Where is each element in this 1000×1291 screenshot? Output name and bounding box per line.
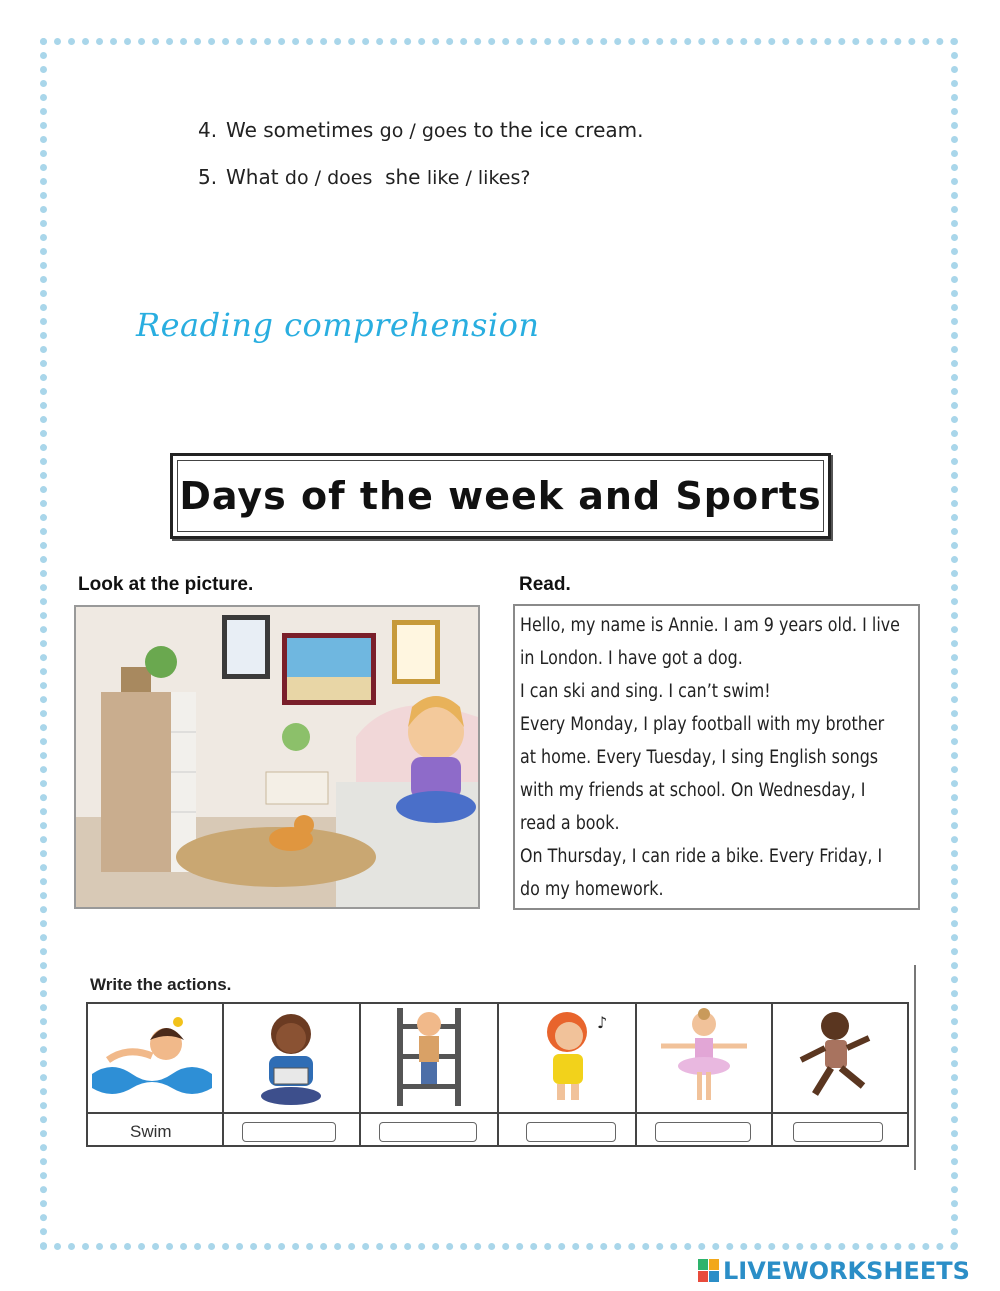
look-label: Look at the picture. — [78, 574, 254, 595]
singing-girl-icon — [499, 1004, 637, 1112]
liveworksheets-logo — [698, 1257, 970, 1285]
read-line: read a book. — [520, 813, 620, 834]
ballet-girl-icon — [637, 1004, 773, 1112]
answer-input-3[interactable] — [526, 1122, 616, 1142]
read-line: do my homework. — [520, 879, 664, 900]
reading-boy-icon — [224, 1004, 361, 1112]
answer-cell-swim — [88, 1114, 224, 1147]
answer-cell — [499, 1114, 637, 1147]
question-5: 5. What do / does she like / likes? — [198, 165, 531, 189]
read-line: On Thursday, I can ride a bike. Every Friday, I — [520, 846, 883, 867]
swimming-girl-icon — [88, 1004, 224, 1112]
answer-row — [88, 1112, 907, 1147]
title-box — [170, 453, 831, 539]
read-line: Every Monday, I play football with my brother — [520, 714, 885, 735]
read-line: Hello, my name is Annie. I am 9 years old. I live — [520, 615, 900, 636]
divider — [914, 965, 916, 1170]
section-heading: Reading comprehension — [136, 306, 540, 344]
actions-label: Write the actions. — [90, 975, 232, 994]
read-line: with my friends at school. On Wednesday, I — [520, 780, 866, 801]
answer-cell — [224, 1114, 361, 1147]
question-4: 4. We sometimes go / goes to the ice cream. — [198, 118, 644, 142]
climbing-boy-icon — [361, 1004, 499, 1112]
answer-cell — [361, 1114, 499, 1147]
example-answer: Swim — [130, 1122, 172, 1141]
answer-input-2[interactable] — [379, 1122, 477, 1142]
read-line: in London. I have got a dog. — [520, 648, 743, 669]
answer-input-5[interactable] — [793, 1122, 883, 1142]
answer-input-4[interactable] — [655, 1122, 751, 1142]
read-line: I can ski and sing. I can’t swim! — [520, 681, 771, 702]
read-label: Read. — [519, 574, 571, 595]
running-boy-icon — [773, 1004, 907, 1112]
choice-go-goes[interactable]: go / goes — [379, 120, 468, 142]
svg-text:♪: ♪ — [597, 1013, 608, 1032]
reading-text-box — [513, 604, 920, 910]
answer-input-1[interactable] — [242, 1122, 336, 1142]
brand-icon — [698, 1259, 720, 1283]
choice-do-does[interactable]: do / does — [284, 167, 373, 189]
brand-name: LIVEWORKSHEETS — [723, 1257, 970, 1285]
choice-like-likes[interactable]: like / likes? — [426, 167, 531, 189]
actions-table — [86, 1002, 909, 1147]
worksheet-title: Days of the week and Sports — [179, 474, 822, 518]
read-line: at home. Every Tuesday, I sing English songs — [520, 747, 879, 768]
bedroom-picture — [74, 605, 480, 909]
answer-cell — [773, 1114, 907, 1147]
answer-cell — [637, 1114, 773, 1147]
